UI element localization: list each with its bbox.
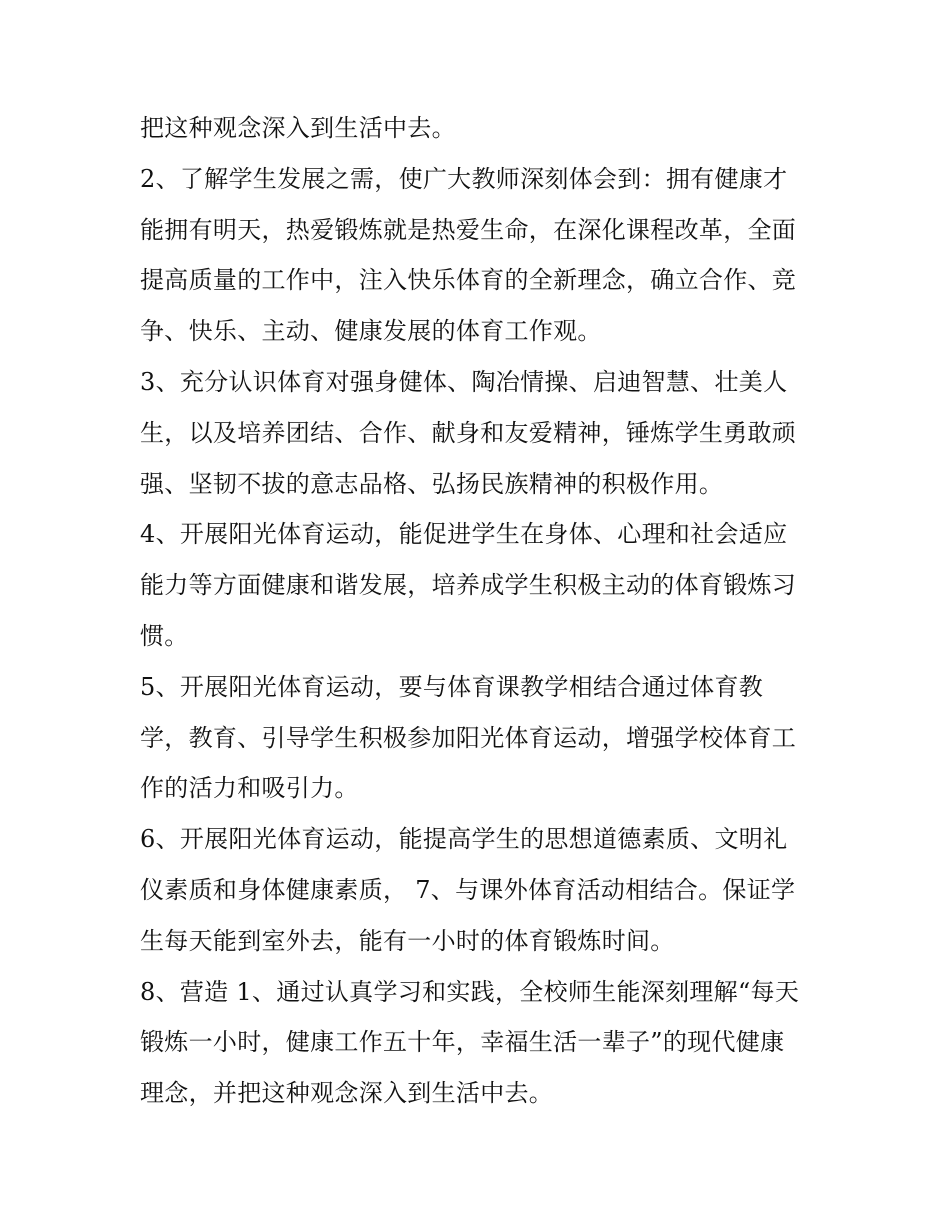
text-line: 3、充分认识体育对强身健体、陶冶情操、启迪智慧、壮美人: [140, 367, 788, 396]
text-line: 学，教育、引导学生积极参加阳光体育运动，增强学校体育工: [140, 723, 797, 752]
text-line: 8、营造 1、通过认真学习和实践，全校师生能深刻理解“每天: [140, 977, 800, 1006]
text-line: 作的活力和吸引力。: [140, 774, 359, 803]
text-line: 5、开展阳光体育运动，要与体育课教学相结合通过体育教: [140, 672, 764, 701]
text-line: 理念，并把这种观念深入到生活中去。: [140, 1079, 554, 1108]
text-line: 能拥有明天，热爱锻炼就是热爱生命，在深化课程改革，全面: [140, 215, 797, 244]
text-line: 2、了解学生发展之需，使广大教师深刻体会到：拥有健康才: [140, 164, 788, 193]
text-line: 惯。: [140, 621, 189, 650]
text-line: 提高质量的工作中，注入快乐体育的全新理念，确立合作、竞: [140, 266, 797, 295]
text-line: 争、快乐、主动、健康发展的体育工作观。: [140, 317, 602, 346]
text-line: 生，以及培养团结、合作、献身和友爱精神，锤炼学生勇敢顽: [140, 418, 797, 447]
text-line: 把这种观念深入到生活中去。: [140, 114, 456, 142]
text-line: 能力等方面健康和谐发展，培养成学生积极主动的体育锻炼习: [140, 571, 797, 600]
text-line: 4、开展阳光体育运动，能促进学生在身体、心理和社会适应: [140, 520, 788, 549]
text-line: 仪素质和身体健康素质， 7、与课外体育活动相结合。保证学: [140, 875, 796, 904]
body-text: [140, 103, 820, 1119]
text-line: 6、开展阳光体育运动，能提高学生的思想道德素质、文明礼: [140, 825, 788, 854]
text-line: 强、坚韧不拔的意志品格、弘扬民族精神的积极作用。: [140, 469, 724, 498]
text-line: 生每天能到室外去，能有一小时的体育锻炼时间。: [140, 926, 675, 955]
text-line: 锻炼一小时，健康工作五十年，幸福生活一辈子”的现代健康: [140, 1028, 785, 1057]
